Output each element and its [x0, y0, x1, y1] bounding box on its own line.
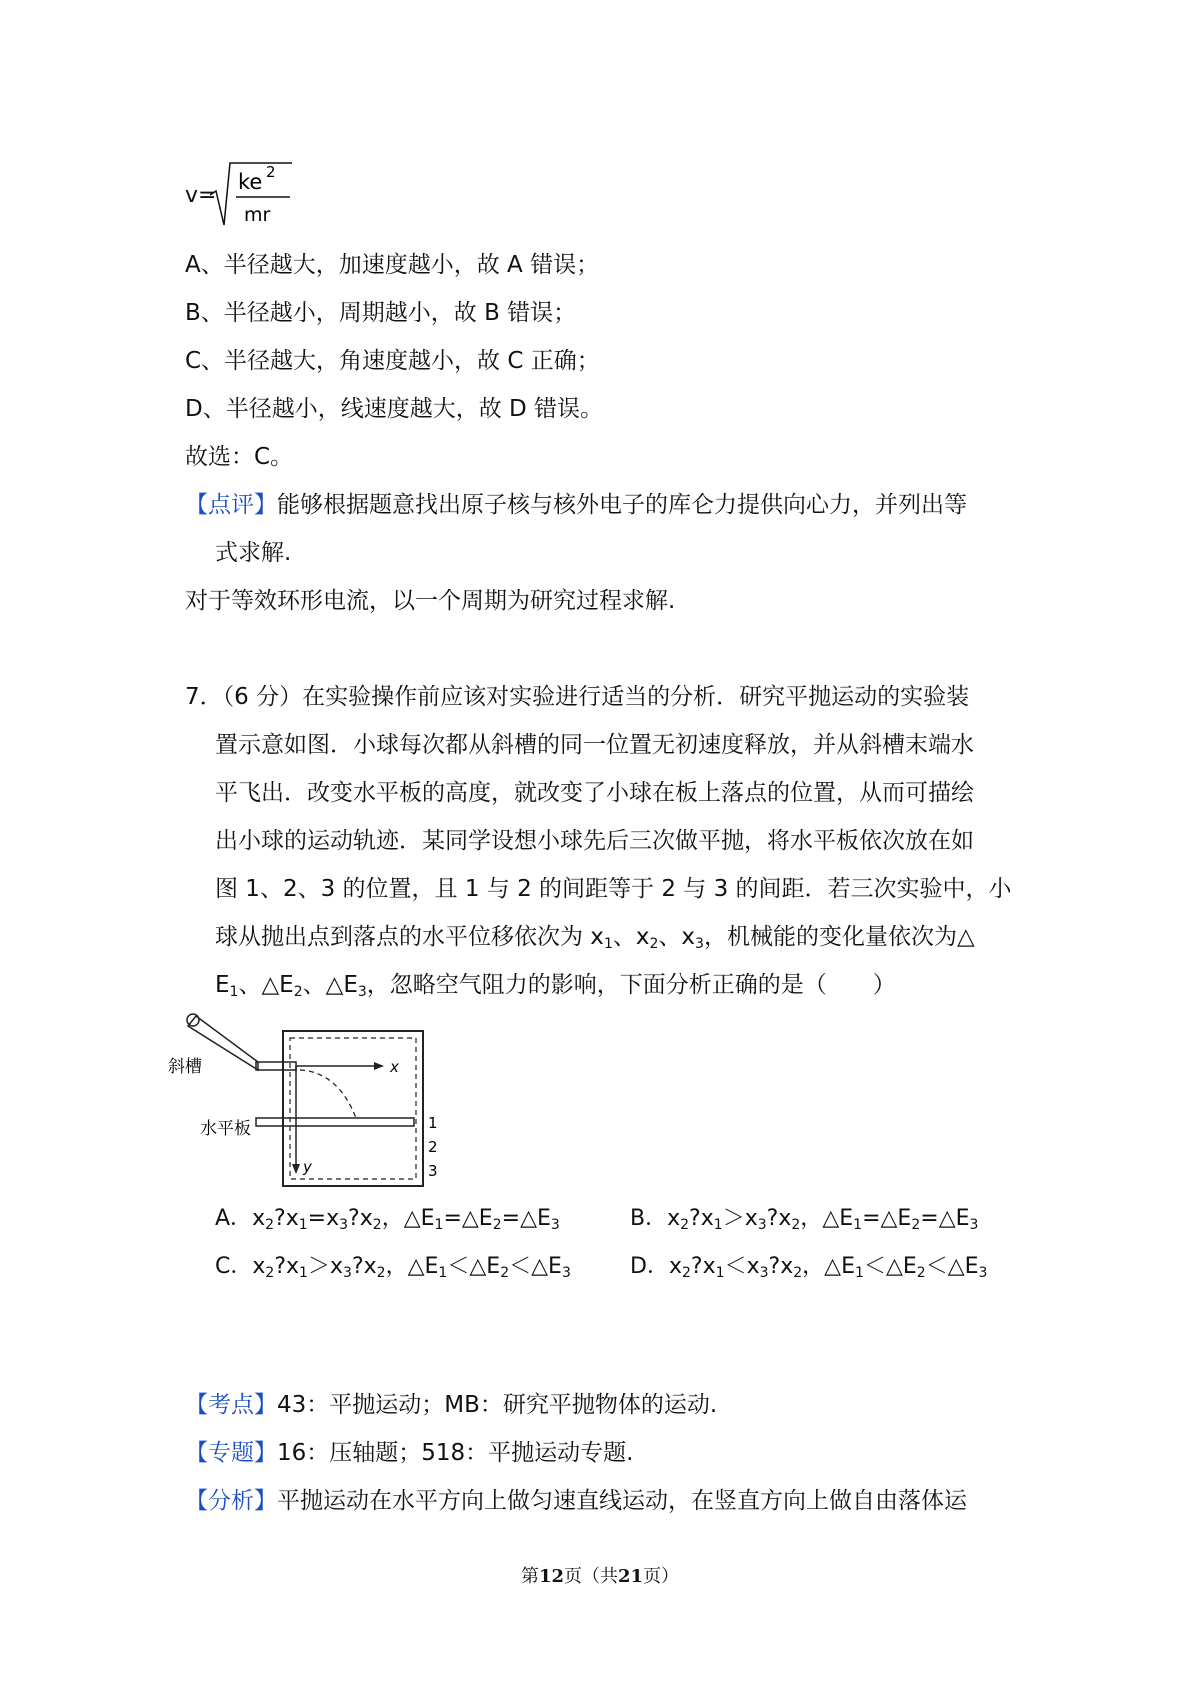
- kaodian-tag: 【考点】: [185, 1392, 277, 1418]
- review-tag: 【点评】: [185, 492, 277, 518]
- review-text-1: 能够根据题意找出原子核与核外电子的库仑力提供向心力，并列出等: [277, 492, 967, 518]
- answer-line: 故选：C。: [185, 444, 294, 470]
- question-7-line-2: 置示意如图．小球每次都从斜槽的同一位置无初速度释放，并从斜槽末端水: [215, 732, 974, 758]
- fenxi-line: [185, 1486, 967, 1516]
- question-7-line-1: 7．（6 分）在实验操作前应该对实验进行适当的分析．研究平抛运动的实验装: [185, 684, 970, 710]
- formula-numerator: ke: [238, 170, 263, 194]
- chute-label: 斜槽: [168, 1057, 202, 1077]
- total-pages: 21: [618, 1566, 644, 1587]
- current-page: 12: [538, 1566, 564, 1587]
- kaodian-line: [185, 1390, 717, 1420]
- axis-x-label: x: [390, 1058, 399, 1076]
- position-2-label: 2: [428, 1138, 438, 1156]
- position-1-label: 1: [428, 1114, 438, 1132]
- sqrt-symbol-icon: [210, 155, 300, 230]
- analysis-line-d: D、半径越小，线速度越大，故 D 错误。: [185, 396, 604, 422]
- analysis-line-b: B、半径越小，周期越小，故 B 错误；: [185, 300, 577, 326]
- question-7-line-3: 平飞出．改变水平板的高度，就改变了小球在板上落点的位置，从而可描绘: [215, 780, 974, 806]
- board-label: 水平板: [200, 1119, 251, 1139]
- fenxi-text: 平抛运动在水平方向上做匀速直线运动，在竖直方向上做自由落体运: [277, 1488, 967, 1514]
- zhuanti-text: 16：压轴题；518：平抛运动专题.: [277, 1440, 634, 1466]
- horizontal-board-icon: [256, 1118, 414, 1126]
- fenxi-tag: 【分析】: [185, 1488, 277, 1514]
- formula-lhs: v=: [185, 183, 217, 208]
- option-c[interactable]: C．$x_2?x_1>x_3?x_2$，$\triangle E_1<\triangle E_2<\triangle E_3$: [215, 1254, 571, 1281]
- question-7-line-4: 出小球的运动轨迹．某同学设想小球先后三次做平抛，将水平板依次放在如: [215, 828, 974, 854]
- projectile-apparatus-diagram: [168, 1006, 458, 1191]
- formula-exponent: 2: [266, 163, 276, 181]
- option-d[interactable]: D．$x_2?x_1<x_3?x_2$，$\triangle E_1<\triangle E_2<\triangle E_3$: [630, 1254, 988, 1281]
- question-7-line-7: $E_1$、$\triangle E_2$、$\triangle E_3$，忽略空气阻力的影响，下面分析正确的是（ ）: [215, 972, 896, 1000]
- analysis-line-c: C、半径越大，角速度越小，故 C 正确；: [185, 348, 600, 374]
- analysis-line-a: A、半径越大，加速度越小，故 A 错误；: [185, 252, 600, 278]
- zhuanti-line: [185, 1438, 633, 1468]
- question-7-line-6: 球从抛出点到落点的水平位移依次为 $x_1$、$x_2$、$x_3$，机械能的变化量依次为△: [215, 924, 975, 952]
- page-footer: 第12页（共21页）: [520, 1566, 680, 1587]
- axis-y-label: y: [303, 1158, 312, 1176]
- option-b[interactable]: B．$x_2?x_1>x_3?x_2$，$\triangle E_1=\triangle E_2=\triangle E_3$: [630, 1206, 979, 1233]
- review-line-3: 对于等效环形电流，以一个周期为研究过程求解.: [185, 588, 676, 614]
- kaodian-text: 43：平抛运动；MB：研究平抛物体的运动.: [277, 1392, 718, 1418]
- zhuanti-tag: 【专题】: [185, 1440, 277, 1466]
- review-line-1: [185, 490, 967, 520]
- formula-denominator: mr: [244, 204, 271, 226]
- option-a[interactable]: A．$x_2?x_1=x_3?x_2$，$\triangle E_1=\triangle E_2=\triangle E_3$: [215, 1206, 560, 1233]
- question-7-line-5: 图 1、2、3 的位置，且 1 与 2 的间距等于 2 与 3 的间距．若三次实验中，小: [215, 876, 1012, 902]
- position-3-label: 3: [428, 1162, 438, 1180]
- trajectory-curve: [300, 1070, 356, 1118]
- review-line-2: 式求解.: [215, 540, 292, 566]
